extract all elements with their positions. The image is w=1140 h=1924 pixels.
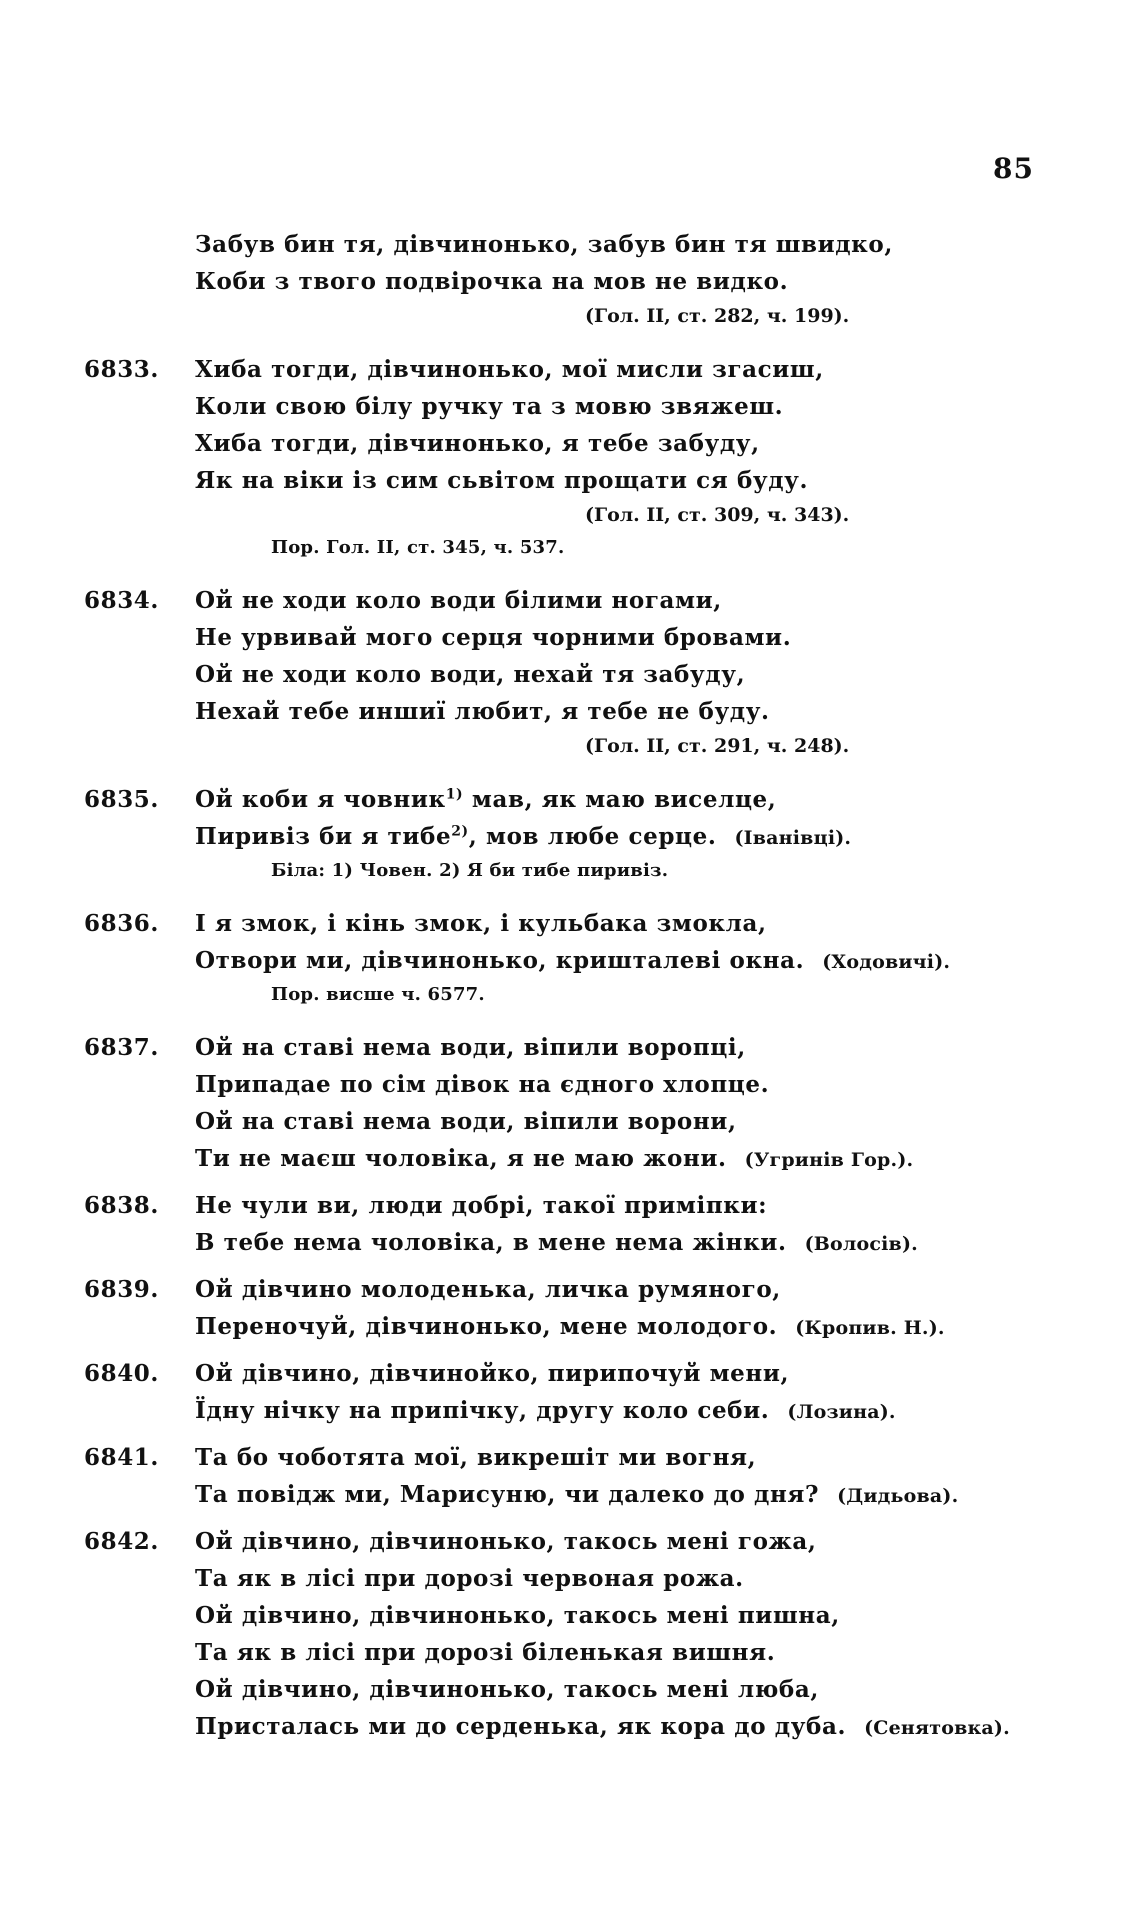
verse-line: 6839. Ой дівчино молоденька, личка румяного, — [84, 1271, 1084, 1308]
verse-line: Пиривіз би я тибе$^{2)}$, мов любе серце. (Іванівці). — [195, 823, 852, 850]
entry-number: 6842. — [84, 1528, 160, 1555]
entry-number: 6839. — [84, 1276, 160, 1303]
verse-line: Хиба тогди, дівчинонько, я тебе забуду, — [195, 430, 760, 457]
verse-line: 6834. Ой не ходи коло води білими ногами, — [84, 582, 1084, 619]
footnote-marker: 1) — [445, 786, 464, 803]
verse-line: Ой на ставі нема води, віпили ворони, — [195, 1108, 737, 1135]
verse-line: Та як в лісі при дорозі біленькая вишня. — [195, 1639, 776, 1666]
entry-number: 6836. — [84, 910, 160, 937]
verse-line: 6836. І я змок, і кінь змок, і кульбака змокла, — [84, 905, 1084, 942]
place-citation: (Угринів Гор.). — [744, 1149, 914, 1171]
page-number: 85 — [993, 152, 1034, 185]
source-citation: (Гол. II, ст. 309, ч. 343). — [585, 504, 850, 526]
verse-line: 6841. Та бо чоботята мої, викрешіт ми вогня, — [84, 1439, 1084, 1476]
verse-line: 6842. Ой дівчино, дівчинонько, такось мені гожа, — [84, 1523, 1084, 1560]
verse-line: В тебе нема чоловіка, в мене нема жінки. (Волосів). — [195, 1229, 918, 1256]
verse-line: Нехай тебе иншиї любит, я тебе не буду. — [195, 698, 770, 725]
verse-line: Не урвивай мого серця чорними бровами. — [195, 624, 792, 651]
verse-line: 6837. Ой на ставі нема води, віпили воропці, — [84, 1029, 1084, 1066]
cross-reference-note: Пор. висше ч. 6577. — [271, 984, 485, 1005]
verse-line: 6833. Хиба тогди, дівчинонько, мої мисли згасиш, — [84, 351, 1084, 388]
entry-number: 6834. — [84, 587, 160, 614]
entry-number: 6833. — [84, 356, 160, 383]
place-citation: (Сенятовка). — [864, 1717, 1010, 1739]
verse-line: Отвори ми, дівчинонько, кришталеві окна. (Ходовичі). — [195, 947, 951, 974]
verse-line: 6835. Ой коби я човник$^{1)}$ мав, як маю виселце, — [84, 781, 1084, 818]
verse-line: 6840. Ой дівчино, дівчинойко, пирипочуй мени, — [84, 1355, 1084, 1392]
verse-line: Коли свою білу ручку та з мовю звяжеш. — [195, 393, 784, 420]
place-citation: (Ходовичі). — [822, 951, 951, 973]
verse-line: Переночуй, дівчинонько, мене молодого. (Кропив. Н.). — [195, 1313, 945, 1340]
verse-line: Ой дівчино, дівчинонько, такось мені люба, — [195, 1676, 819, 1703]
entry-number: 6835. — [84, 786, 160, 813]
verse-line: Та як в лісі при дорозі червоная рожа. — [195, 1565, 744, 1592]
place-citation: (Кропив. Н.). — [795, 1317, 945, 1339]
footnote: Біла: 1) Човен. 2) Я би тибе пиривіз. — [271, 860, 669, 881]
source-citation: (Гол. II, ст. 291, ч. 248). — [585, 735, 850, 757]
verse-line: Припадае по сім дівок на єдного хлопце. — [195, 1071, 770, 1098]
verse-line: Ой дівчино, дівчинонько, такось мені пишна, — [195, 1602, 840, 1629]
place-citation: (Волосів). — [804, 1233, 918, 1255]
place-citation: (Іванівці). — [734, 827, 852, 849]
source-citation: (Гол. II, ст. 282, ч. 199). — [585, 305, 850, 327]
cross-reference-note: Пор. Гол. II, ст. 345, ч. 537. — [271, 537, 565, 558]
verse-line: Ти не маєш чоловіка, я не маю жони. (Угринів Гор.). — [195, 1145, 914, 1172]
verse-line: 6838. Не чули ви, люди добрі, такої приміпки: — [84, 1187, 1084, 1224]
entry-number: 6838. — [84, 1192, 160, 1219]
page-content — [84, 226, 1084, 1745]
verse-line: Та повідж ми, Марисуню, чи далеко до дня? (Дидьова). — [195, 1481, 959, 1508]
entry-number: 6841. — [84, 1444, 160, 1471]
verse-line: Коби з твого подвірочка на мов не видко. — [195, 268, 789, 295]
entry-number: 6837. — [84, 1034, 160, 1061]
place-citation: (Лозина). — [787, 1401, 896, 1423]
verse-line: Присталась ми до серденька, як кора до дуба. (Сенятовка). — [195, 1713, 1010, 1740]
verse-line: Забув бин тя, дівчинонько, забув бин тя швидко, — [195, 231, 893, 258]
footnote-marker: 2) — [451, 823, 469, 840]
verse-line: Ой не ходи коло води, нехай тя забуду, — [195, 661, 746, 688]
verse-line: Як на віки із сим сьвітом прощати ся буду. — [195, 467, 809, 494]
place-citation: (Дидьова). — [837, 1485, 959, 1507]
verse-line: Їдну нічку на припічку, другу коло себи. (Лозина). — [195, 1397, 896, 1424]
entry-number: 6840. — [84, 1360, 160, 1387]
